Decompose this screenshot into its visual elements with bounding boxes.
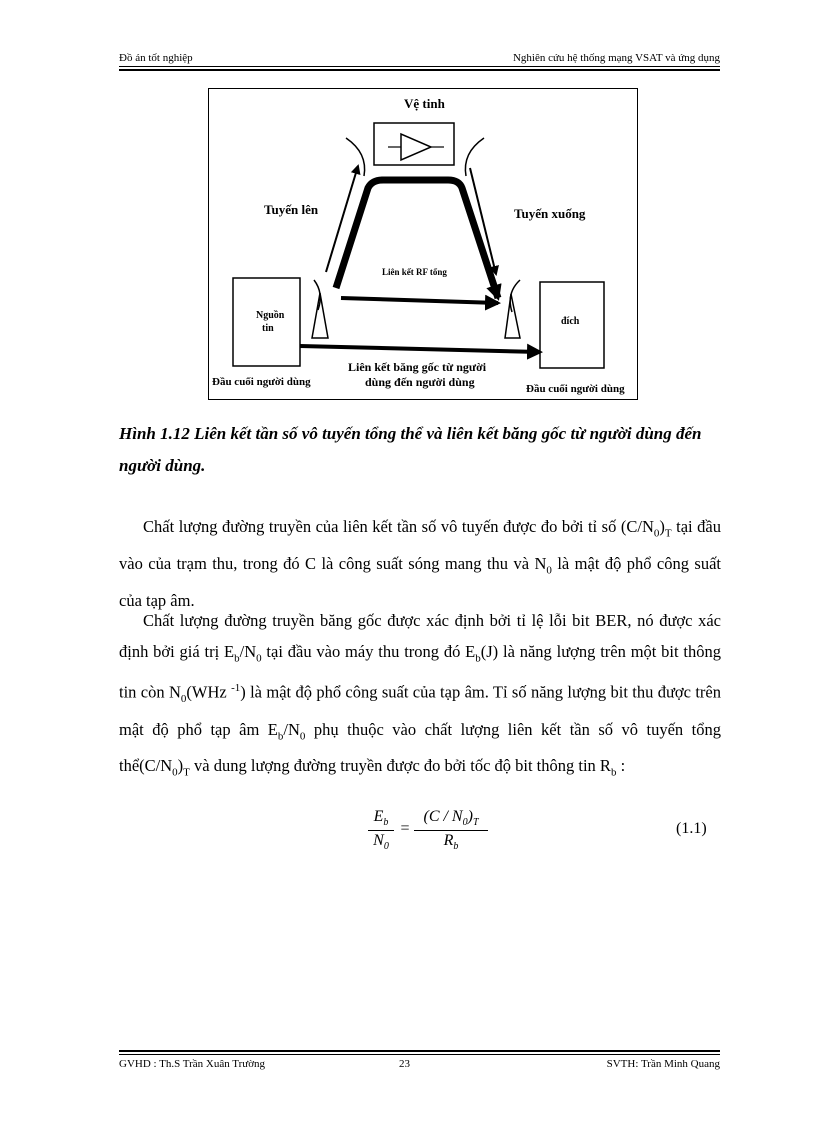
eq-denominator-right: $R_b$ bbox=[443, 832, 459, 853]
footer-rule-thick bbox=[119, 1050, 720, 1052]
caption-line-2: người dùng. bbox=[119, 456, 206, 475]
baseband-link-arrow bbox=[300, 346, 540, 352]
eq-numerator-right: $(C / N_0)_T$ bbox=[423, 808, 479, 829]
paragraph-baseband-quality: Chất lượng đường truyền băng gốc được xác định bởi tỉ lệ lỗi bit BER, nó được xác định bởi giá trị $E_b/N_0$ tại đầu vào máy thu trong đó $E_b(J)$ là năng lượng trên một bit thông tin còn $N_0(WHz$ $^{-1}$) là mật độ phổ công suất của tạp âm. Tỉ số năng lượng bit thu được trên mật độ phổ tạp âm $E_b/N_0$ phụ thuộc vào chất lượng liên kết tần số vô tuyến tổng $thể(C/N_0)_T$ và dung lượng đường truyền được đo bởi tốc độ bit thông tin $R_b$ : bbox=[119, 611, 722, 779]
source-box-label-line1: Nguồn bbox=[256, 310, 285, 321]
rx-antenna-icon bbox=[505, 294, 520, 338]
paragraph-rf-quality: Chất lượng đường truyền của liên kết tần số vô tuyến được đo bởi tỉ số $(C/N_0)_T$ tại đầu vào của trạm thu, trong đó C là công suất sóng mang thu và $N_0$ là mật độ phổ công suất của tạp âm. bbox=[119, 517, 721, 610]
sat-tx-antenna-icon bbox=[465, 138, 484, 176]
footer-student: SVTH: Trần Minh Quang bbox=[606, 1058, 720, 1070]
header-rule bbox=[119, 66, 720, 67]
downlink-label: Tuyến xuống bbox=[514, 206, 586, 221]
eq-numerator-left: $E_b$ bbox=[373, 808, 389, 829]
satellite-label: Vệ tinh bbox=[404, 96, 445, 111]
source-terminal-box bbox=[233, 278, 300, 366]
figure-caption bbox=[119, 418, 721, 482]
destination-box-label: đích bbox=[561, 316, 580, 327]
overall-rf-link-path bbox=[336, 180, 498, 298]
footer-rule bbox=[119, 1054, 720, 1055]
footer-supervisor: GVHD : Th.S Trần Xuân Trường bbox=[119, 1058, 266, 1070]
rf-link-label: Liên kết RF tổng bbox=[382, 267, 447, 277]
eq-equals: = bbox=[400, 820, 410, 837]
baseband-label-line1: Liên kết băng gốc từ người bbox=[348, 360, 487, 374]
source-box-label-line2: tin bbox=[262, 323, 274, 334]
satellite-box bbox=[374, 123, 454, 165]
eq-fraction-bar-left bbox=[368, 830, 394, 831]
caption-line-1: Hình 1.12 Liên kết tần số vô tuyến tổng thể và liên kết băng gốc từ người dùng đến bbox=[119, 424, 702, 443]
link-diagram-drawing bbox=[208, 88, 638, 400]
terminal-left-label: Đầu cuối người dùng bbox=[212, 376, 311, 388]
rf-link-arrow bbox=[341, 298, 498, 303]
header-left-text: Đồ án tốt nghiệp bbox=[119, 52, 193, 64]
terminal-right-label: Đầu cuối người dùng bbox=[526, 383, 625, 395]
equation-1-1 bbox=[360, 808, 490, 858]
eq-denominator-left: $N_0$ bbox=[373, 832, 389, 853]
uplink-arrow bbox=[326, 166, 358, 272]
uplink-label: Tuyến lên bbox=[264, 202, 319, 217]
sat-rx-antenna-icon bbox=[346, 138, 365, 176]
eq-fraction-bar-right bbox=[414, 830, 488, 831]
header-right-text: Nghiên cứu hệ thống mạng VSAT và ứng dụng bbox=[512, 52, 720, 64]
baseband-label-line2: dùng đến người dùng bbox=[365, 375, 475, 389]
link-diagram bbox=[208, 88, 638, 400]
equation-number: (1.1) bbox=[676, 820, 707, 837]
header-rule-thick bbox=[119, 69, 720, 71]
page-number: 23 bbox=[399, 1058, 410, 1070]
